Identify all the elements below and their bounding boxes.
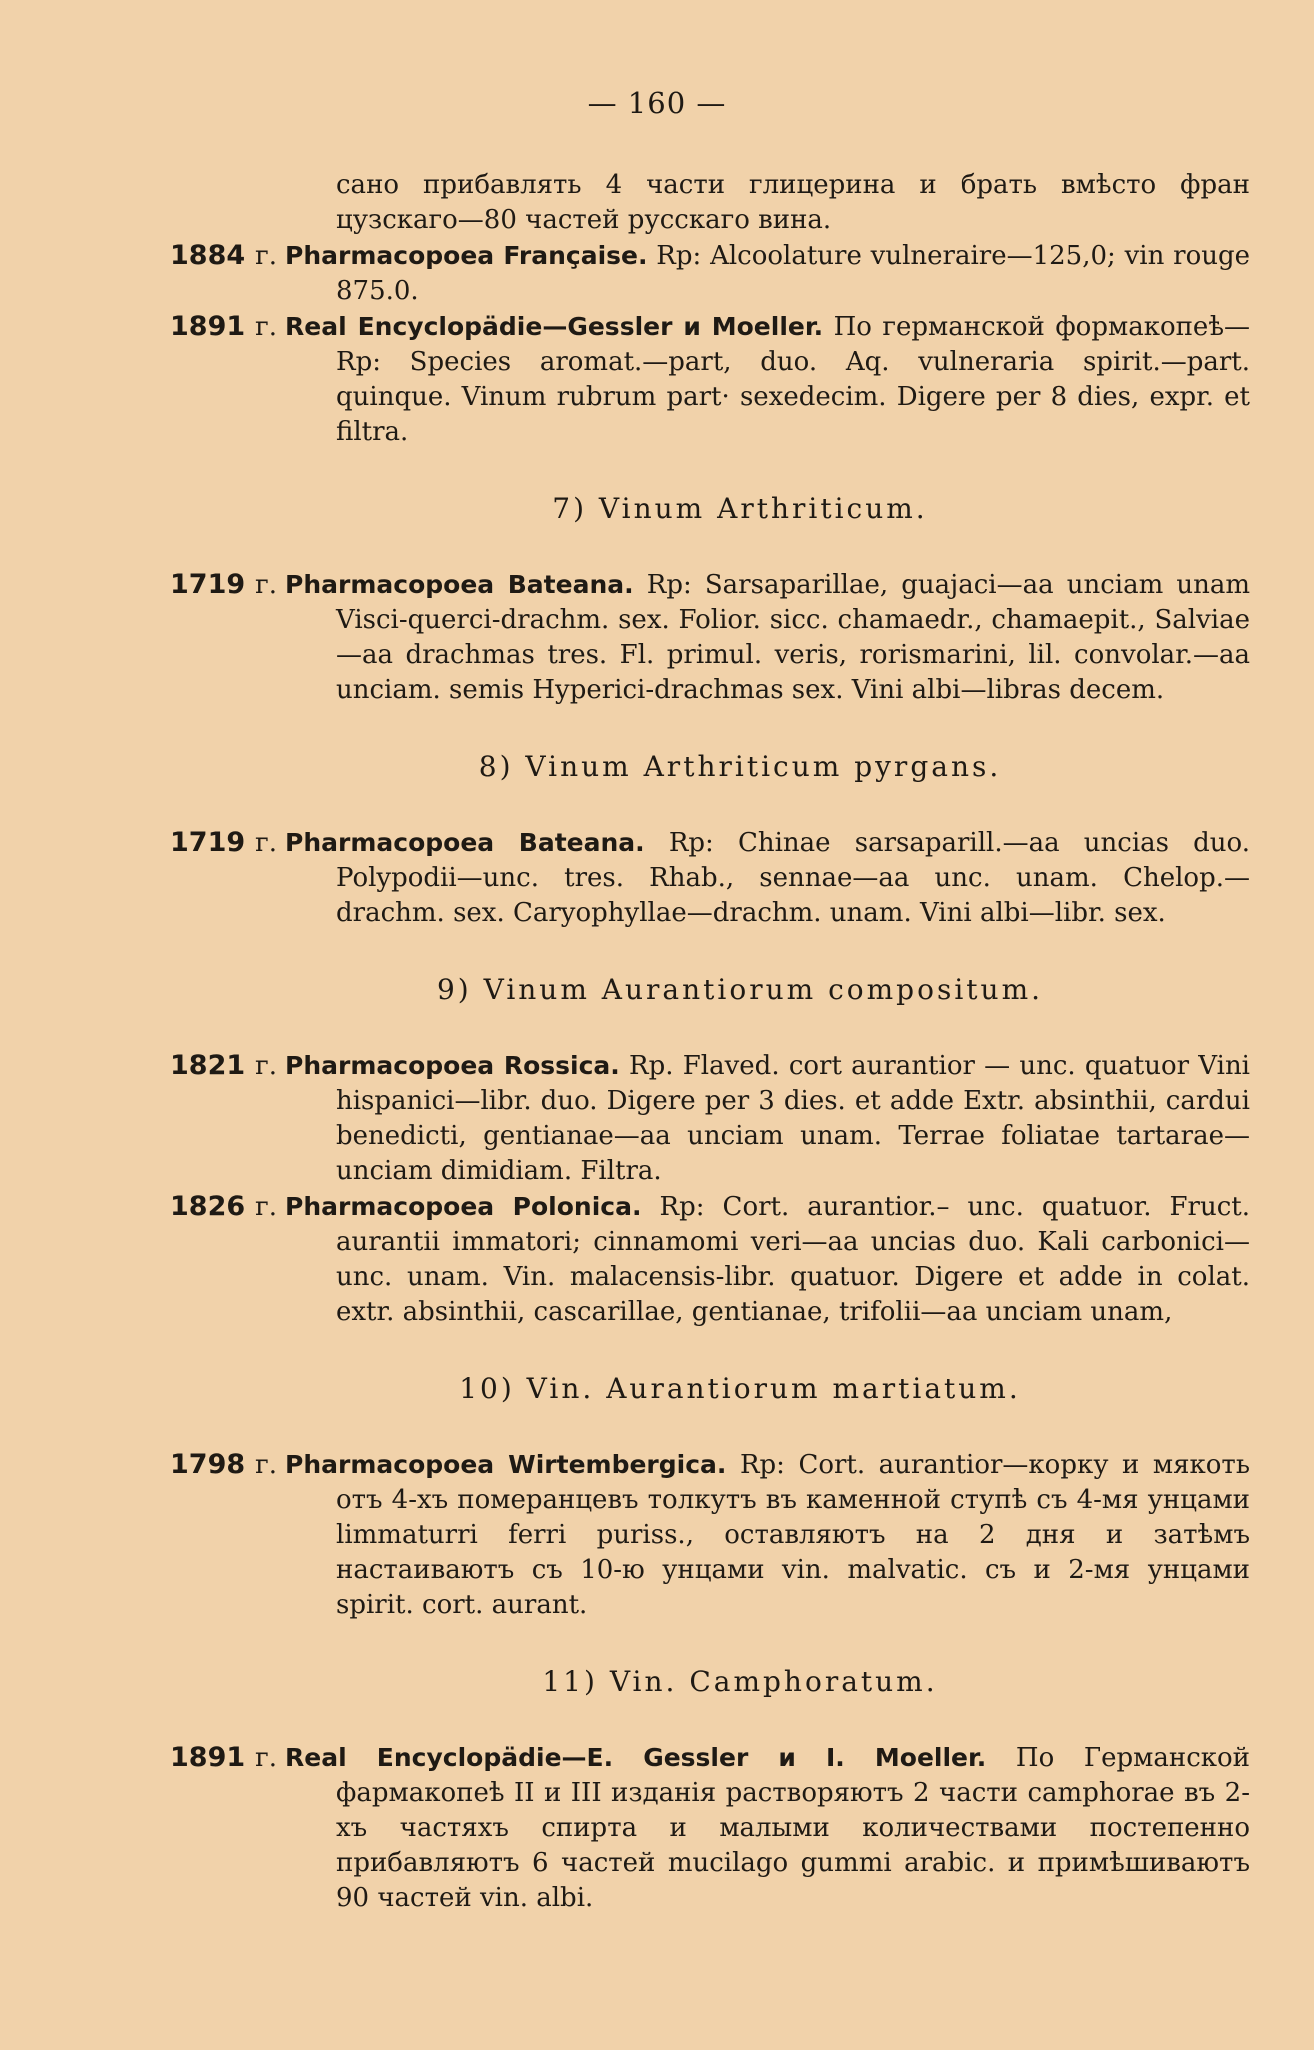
entry <box>170 825 1250 931</box>
entry-year: 1719 <box>170 569 246 600</box>
entry-source: Pharmacopoea Polonica. <box>285 1192 642 1221</box>
entry-year-suffix: г. <box>255 828 278 858</box>
entry-year: 1798 <box>170 1449 246 1480</box>
entry-source: Real Encyclopädie—Gessler и Moeller. <box>285 312 824 341</box>
entry <box>170 1447 1250 1623</box>
entry-year-suffix: г. <box>255 1051 278 1081</box>
entry-year-suffix: г. <box>255 312 278 342</box>
section-heading: 9) Vinum Aurantiorum compositum. <box>436 973 1044 1006</box>
entry <box>170 309 1250 450</box>
entry-year: 1891 <box>170 311 246 342</box>
page-number: — 160 — <box>587 86 727 120</box>
entry-year-suffix: г. <box>255 1192 278 1222</box>
entry-text: Rp: Alcoolature vulneraire—125,0; vin rouge 875.0. <box>336 241 1250 306</box>
entry-source: Real Encyclopädie—E. Gessler и I. Moeller. <box>285 1743 987 1772</box>
entry-year-suffix: г. <box>255 1743 278 1773</box>
entry-year-suffix: г. <box>255 241 278 271</box>
entry-text: Rp: Chinae sarsaparill.—aa uncias duo. Polypodii—unc. tres. Rhab., sennae—aa unc. unam. Chelop.—drachm. sex. Caryophyllae—drachm. unam. Vini albi—libr. sex. <box>336 828 1251 928</box>
entry-source: Pharmacopoea Française. <box>285 241 648 270</box>
entry-source: Pharmacopoea Bateana. <box>285 570 634 599</box>
entry-year-suffix: г. <box>255 570 278 600</box>
section-heading: 11) Vin. Camphoratum. <box>542 1665 938 1698</box>
entry-year: 1821 <box>170 1050 246 1081</box>
entry-source: Pharmacopoea Rossica. <box>285 1051 620 1080</box>
entry <box>170 238 1250 309</box>
entry-year: 1891 <box>170 1742 246 1773</box>
entry-text: По Германской фармакопеѣ II и III изданія растворяютъ 2 части camphorae въ 2-хъ частяхъ спирта и малыми количествами постепенно прибавляютъ 6 частей mucilago gummi arabic. и примѣшиваютъ 90 частей vin. albi. <box>336 1743 1250 1913</box>
entry <box>170 1740 1250 1916</box>
entry-text: Rp: Cort. aurantior—корку и мякоть отъ 4-хъ померанцевъ толкутъ въ каменной ступѣ съ 4-мя унцами limmaturri ferri puriss., оставляютъ на 2 дня и затѣмъ настаиваютъ съ 10-ю унцами vin. malvatic. съ и 2-мя унцами spirit. cort. aurant. <box>336 1450 1250 1620</box>
entry-year: 1826 <box>170 1191 246 1222</box>
entry <box>170 567 1250 708</box>
entry-source: Pharmacopoea Wirtembergica. <box>285 1450 727 1479</box>
entry-source: Pharmacopoea Bateana. <box>285 828 645 857</box>
section-heading: 10) Vin. Aurantiorum martiatum. <box>459 1372 1021 1405</box>
entry-text: Rp: Cort. aurantior.– unc. quatuor. Fruct. aurantii immatori; cinnamomi veri—aa uncias duo. Kali carbonici—unc. unam. Vin. malacensis-libr. quatuor. Digere et adde in colat. extr. absinthii, cascarillae, gentianae, trifolii—aa unciam unam, <box>336 1192 1251 1327</box>
entry-year-suffix: г. <box>255 1450 278 1480</box>
page-content <box>170 168 1250 1916</box>
entry-text: Rp: Sarsaparillae, guajaci—aa unciam unam Visci-querci-drachm. sex. Folior. sicc. chamaedr., chamaepit., Salviae—aa drachmas tres. Fl. primul. veris, rorismarini, lil. convolar.—aa unciam. semis Hyperici-drachmas sex. Vini albi—libras decem. <box>336 570 1251 705</box>
entry <box>170 1048 1250 1189</box>
section-heading: 7) Vinum Arthriticum. <box>552 492 928 525</box>
entry-text: Rp. Flaved. cort aurantior — unc. quatuor Vini hispanici—libr. duo. Digere per 3 dies. et adde Extr. absinthii, cardui benedicti, gentianae—aa unciam unam. Terrae foliatae tartarae—unciam dimidiam. Filtra. <box>336 1051 1251 1186</box>
entry-year: 1884 <box>170 240 246 271</box>
entry-year: 1719 <box>170 827 246 858</box>
entry <box>170 1189 1250 1330</box>
section-heading: 8) Vinum Arthriticum pyrgans. <box>478 750 1002 783</box>
entry-text: По германской формакопеѣ—Rp: Species aromat.—part, duo. Aq. vulneraria spirit.—part. quinque. Vinum rubrum part· sexedecim. Digere per 8 dies, expr. et filtra. <box>336 312 1250 447</box>
intro-paragraph: сано прибавлять 4 части глицерина и брать вмѣсто фран цузскаго—80 частей русскаго вина. <box>336 170 1250 235</box>
